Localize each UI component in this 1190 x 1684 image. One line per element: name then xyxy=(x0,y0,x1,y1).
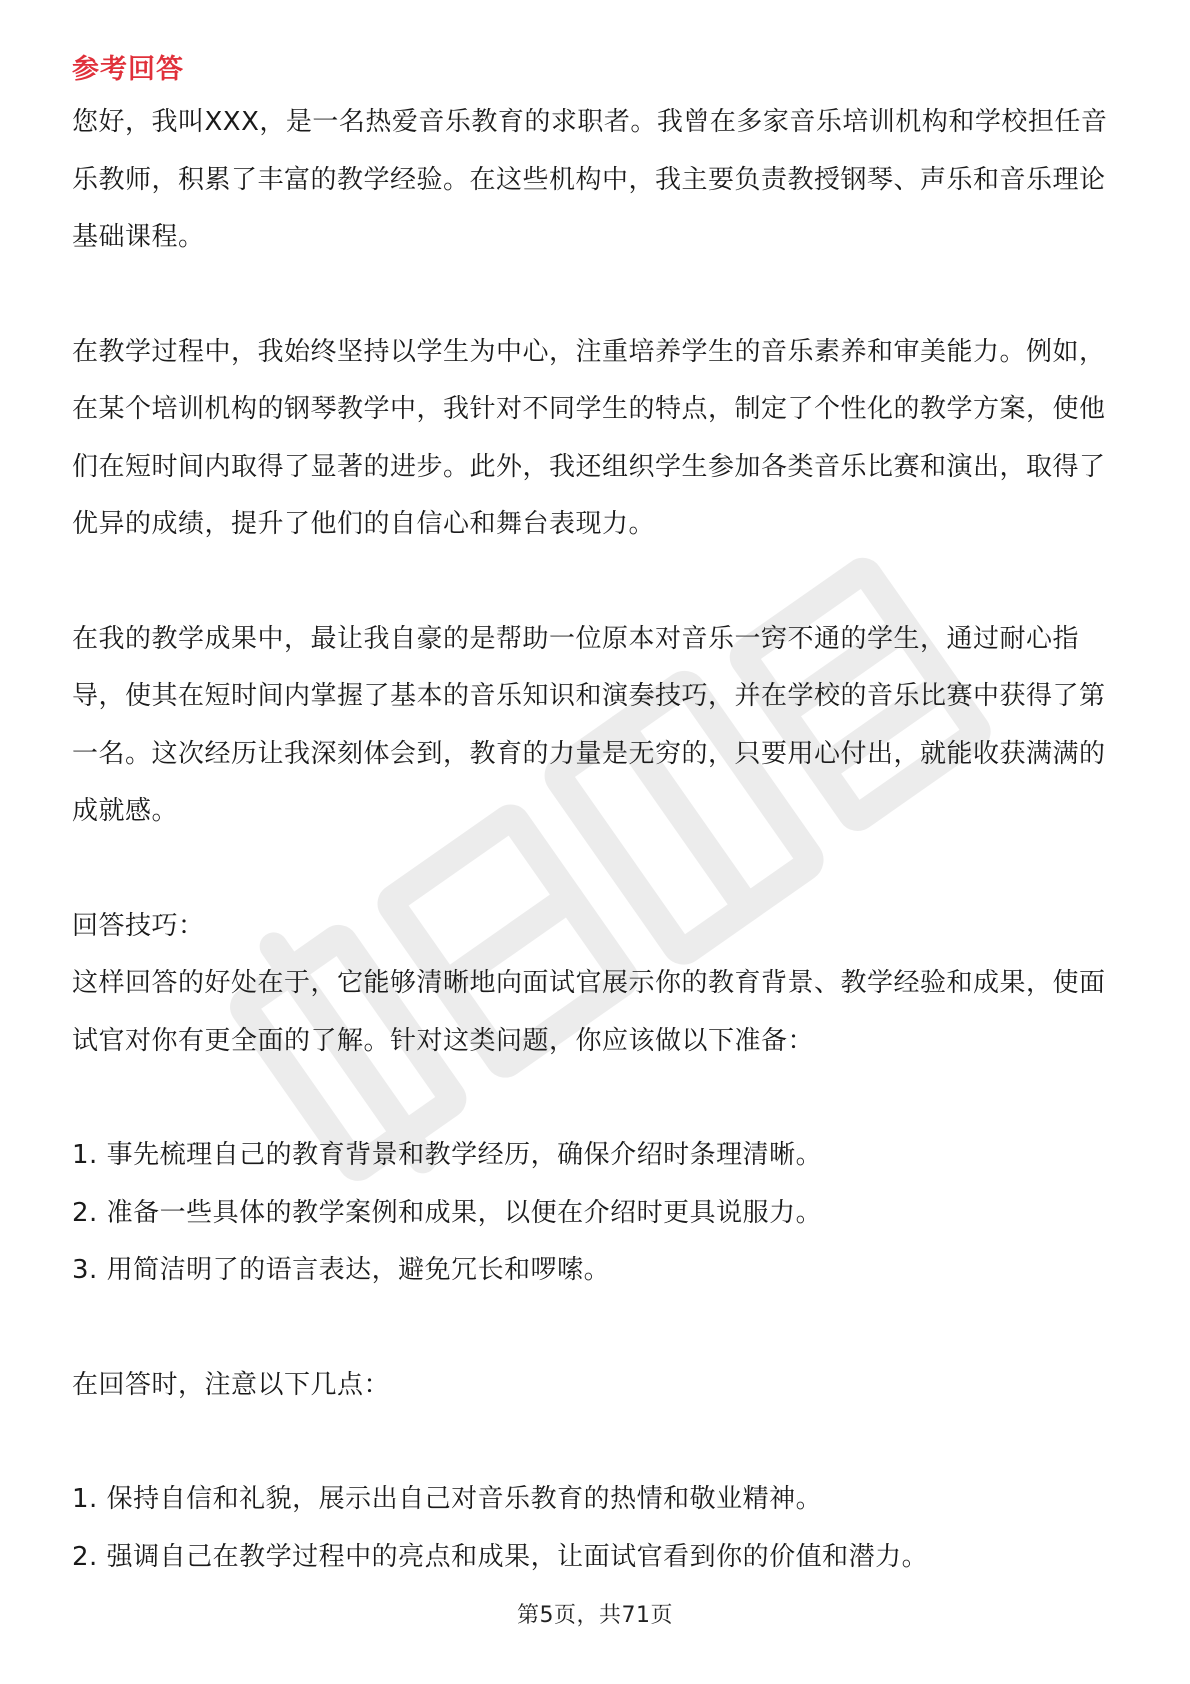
prep-item-3: 3. 用简洁明了的语言表达，避免冗长和啰嗦。 xyxy=(72,1255,611,1285)
note-item-1: 1. 保持自信和礼貌，展示出自己对音乐教育的热情和敬业精神。 xyxy=(72,1484,823,1514)
paragraph-gap xyxy=(72,554,1122,611)
page-number: 第5页，共71页 xyxy=(517,1603,673,1628)
intro-paragraph-3: 在我的教学成果中，最让我自豪的是帮助一位原本对音乐一窍不通的学生，通过耐心指导，使其在短时间内掌握了基本的音乐知识和演奏技巧，并在学校的音乐比赛中获得了第一名。这次经历让我深刻体会到，教育的力量是无穷的，只要用心付出，就能收获满满的成就感。 xyxy=(72,623,1106,826)
document-page xyxy=(72,50,1122,1586)
tips-label: 回答技巧： xyxy=(72,910,205,941)
intro-paragraph-2: 在教学过程中，我始终坚持以学生为中心，注重培养学生的音乐素养和审美能力。例如，在某个培训机构的钢琴教学中，我针对不同学生的特点，制定了个性化的教学方案，使他们在短时间内取得了显著的进步。此外，我还组织学生参加各类音乐比赛和演出，取得了优异的成绩，提升了他们的自信心和舞台表现力。 xyxy=(72,336,1106,539)
paragraph-gap xyxy=(72,1070,1122,1127)
paragraph-gap xyxy=(72,267,1122,324)
paragraph-gap xyxy=(72,1300,1122,1357)
intro-paragraph-1: 您好，我叫XXX，是一名热爱音乐教育的求职者。我曾在多家音乐培训机构和学校担任音乐教师，积累了丰富的教学经验。在这些机构中，我主要负责教授钢琴、声乐和音乐理论基础课程。 xyxy=(72,107,1108,252)
paragraph-gap xyxy=(72,841,1122,898)
tips-text: 这样回答的好处在于，它能够清晰地向面试官展示你的教育背景、教学经验和成果，使面试官对你有更全面的了解。针对这类问题，你应该做以下准备： xyxy=(72,968,1106,1056)
notes-label: 在回答时，注意以下几点： xyxy=(72,1369,391,1400)
prep-item-2: 2. 准备一些具体的教学案例和成果，以便在介绍时更具说服力。 xyxy=(72,1197,823,1228)
prep-item-1: 1. 事先梳理自己的教育背景和教学经历，确保介绍时条理清晰。 xyxy=(72,1140,823,1170)
section-heading: 参考回答 xyxy=(72,54,184,85)
paragraph-gap xyxy=(72,1414,1122,1471)
note-item-2: 2. 强调自己在教学过程中的亮点和成果，让面试官看到你的价值和潜力。 xyxy=(72,1541,929,1572)
